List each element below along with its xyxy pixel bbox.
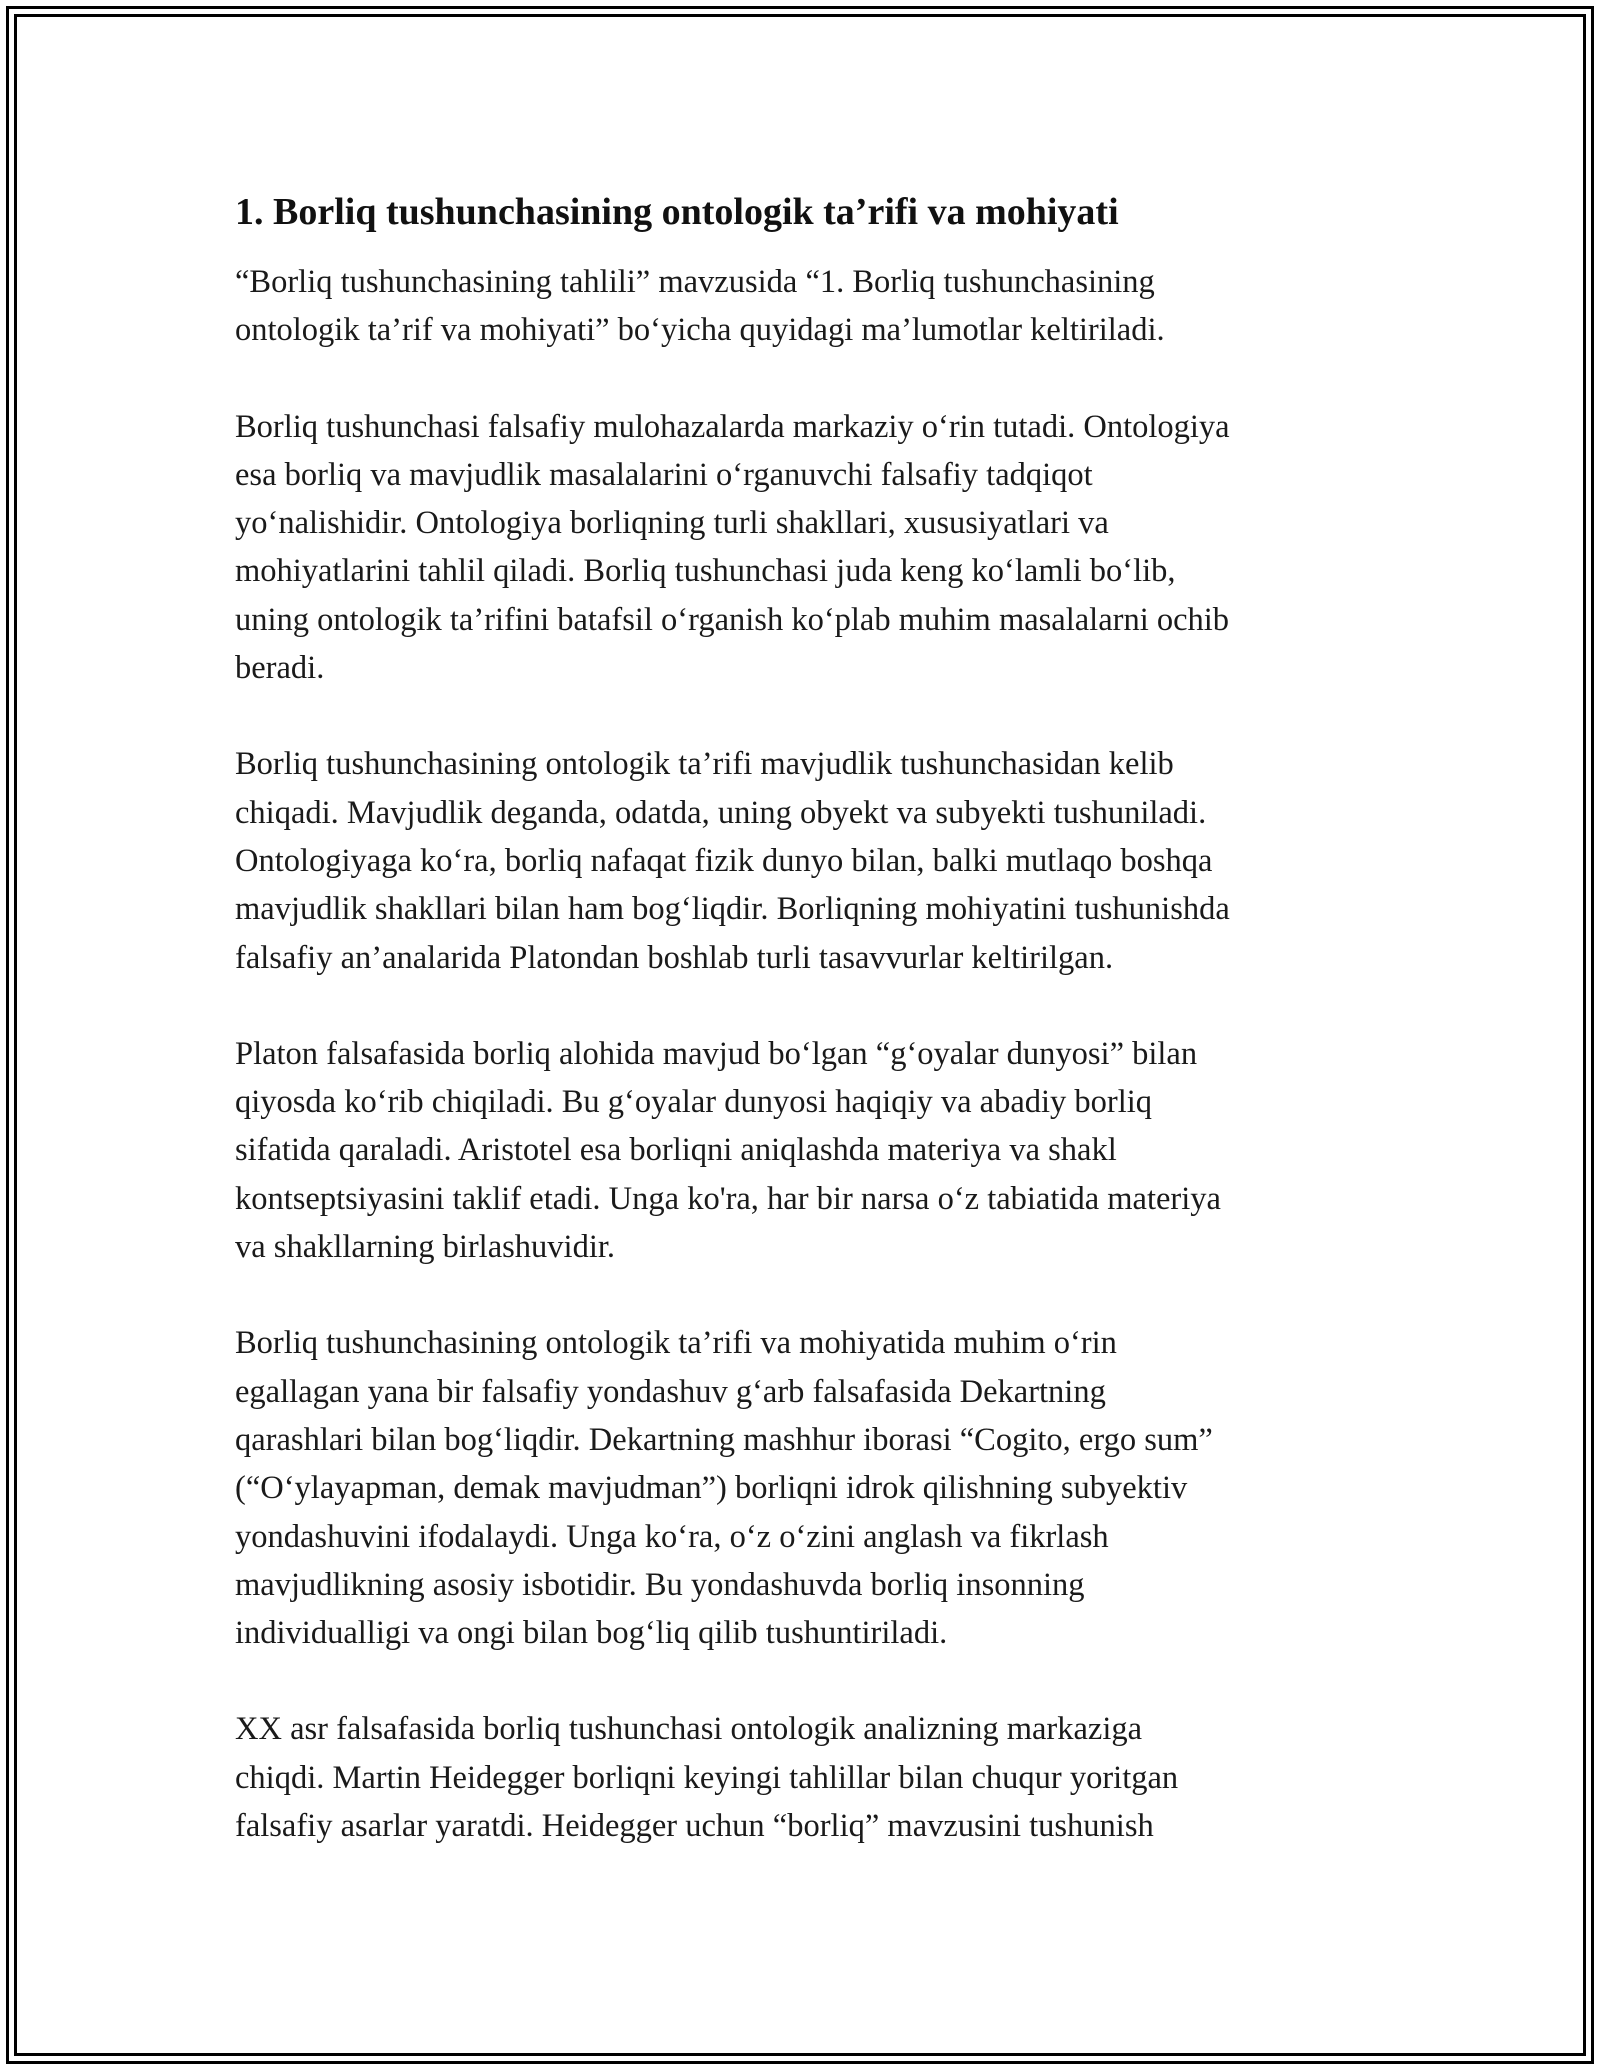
text-line: falsafiy an’analarida Platondan boshlab turli tasavvurlar keltirilgan. [235,939,1114,976]
text-line: Borliq tushunchasining ontologik ta’rifi va mohiyatida muhim o‘rin [235,1325,1117,1362]
body-paragraph [235,258,1365,355]
document-body [235,188,1365,1850]
text-line: mavjudlikning asosiy isbotidir. Bu yondashuvda borliq insonning [235,1566,1085,1603]
text-line: “Borliq tushunchasining tahlili” mavzusida “1. Borliq tushunchasining [235,264,1155,300]
text-line: qarashlari bilan bog‘liqdir. Dekartning mashhur iborasi “Cogito, ergo sum” [235,1421,1213,1458]
text-line: chiqdi. Martin Heidegger borliqni keyingi tahlillar bilan chuqur yoritgan [235,1759,1179,1796]
text-line: chiqadi. Mavjudlik deganda, odatda, uning obyekt va subyekti tushuniladi. [235,794,1207,831]
paragraph-list [235,258,1365,1850]
section-heading: 1. Borliq tushunchasining ontologik ta’rifi va mohiyati [235,191,1119,233]
text-line: XX asr falsafasida borliq tushunchasi ontologik analizning markaziga [235,1711,1143,1748]
text-line: mohiyatlarini tahlil qiladi. Borliq tushunchasi juda keng ko‘lamli bo‘lib, [235,553,1176,590]
text-line: falsafiy asarlar yaratdi. Heidegger uchun “borliq” mavzusini tushunish [235,1808,1154,1845]
text-line: ontologik ta’rif va mohiyati” bo‘yicha quyidagi ma’lumotlar keltiriladi. [235,312,1165,349]
text-line: Ontologiyaga ko‘ra, borliq nafaqat fizik dunyo bilan, balki mutlaqo boshqa [235,842,1213,879]
text-line: uning ontologik ta’rifini batafsil o‘rganish ko‘plab muhim masalalarni ochib [235,601,1230,638]
body-paragraph [235,403,1365,693]
body-paragraph [235,1705,1365,1850]
text-line: sifatida qaraladi. Aristotel esa borliqni aniqlashda materiya va shakl [235,1132,1117,1169]
text-line: kontseptsiyasini taklif etadi. Unga ko'ra, har bir narsa o‘z tabiatida materiya [235,1180,1221,1217]
body-paragraph [235,1030,1365,1271]
text-line: Borliq tushunchasi falsafiy mulohazalarda markaziy o‘rin tutadi. Ontologiya [235,408,1230,445]
text-line: egallagan yana bir falsafiy yondashuv g‘arb falsafasida Dekartning [235,1373,1106,1410]
text-line: qiyosda ko‘rib chiqiladi. Bu g‘oyalar dunyosi haqiqiy va abadiy borliq [235,1084,1153,1121]
text-line: Borliq tushunchasining ontologik ta’rifi mavjudlik tushunchasidan kelib [235,746,1174,783]
body-paragraph [235,1319,1365,1657]
text-line: Platon falsafasida borliq alohida mavjud bo‘lgan “g‘oyalar dunyosi” bilan [235,1035,1198,1072]
text-line: esa borliq va mavjudlik masalalarini o‘rganuvchi falsafiy tadqiqot [235,456,1093,493]
text-line: beradi. [235,650,325,687]
text-line: yo‘nalishidir. Ontologiya borliqning turli shakllari, xususiyatlari va [235,505,1109,542]
text-line: individualligi va ongi bilan bog‘liq qilib tushuntiriladi. [235,1615,948,1652]
text-line: (“O‘ylayapman, demak mavjudman”) borliqni idrok qilishning subyektiv [235,1470,1188,1507]
text-line: yondashuvini ifodalaydi. Unga ko‘ra, o‘z o‘zini anglash va fikrlash [235,1518,1109,1555]
body-paragraph [235,740,1365,981]
text-line: va shakllarning birlashuvidir. [235,1229,616,1266]
text-line: mavjudlik shakllari bilan ham bog‘liqdir. Borliqning mohiyatini tushunishda [235,891,1230,928]
